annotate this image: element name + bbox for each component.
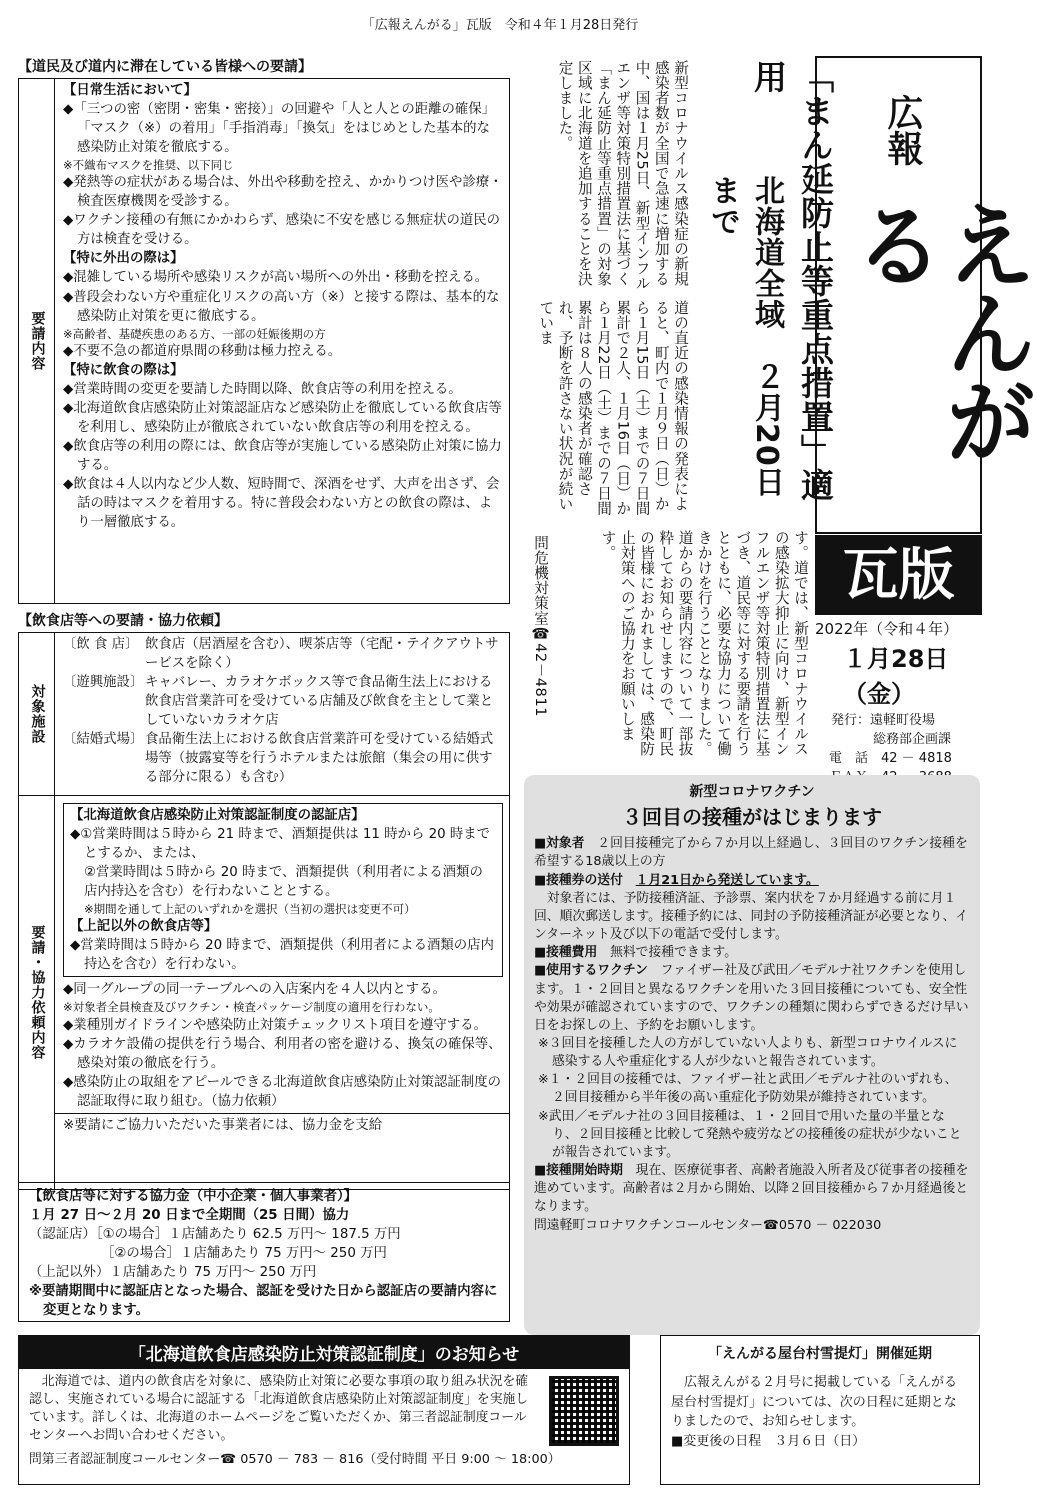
vaccine-text: 無料で接種できます。	[610, 945, 738, 961]
qr-code-icon	[549, 1376, 619, 1446]
yatai-box	[660, 1335, 980, 1485]
phone: 電 話 42 － 4818	[829, 751, 952, 766]
news-paragraph-3: す。道では、新型コロナウイルスの感染拡大抑止に向け、新型インフルエンザ等対策特別措置法に基づき、道民等に対する要請を行うとともに、必要な協力について働きかけを行うこととなりました。道からの要請内容について一部抜粋してお知らせしますので、町民の皆様におかれましては、感染防止対策へのご協力をお願いします。	[599, 530, 809, 757]
headline-main: 「まん延防止等重点措置」適用	[749, 60, 835, 502]
vaccine-note: ※３回目を接種した人の方がしていない人よりも、新型コロナウイルスに感染する人や重症化する人が少ないと報告されています。	[538, 1035, 958, 1070]
kyoryoku-line: ※要請期間中に認証店となった場合、認証を受けた日から認証店の要請内容に変更となります。	[29, 1284, 498, 1319]
masthead-engaru: えんがる	[838, 198, 1037, 462]
note: ※不織布マスクを推奨、以下同じ	[63, 158, 234, 172]
vaccine-note: ※武田／モデルナ社の３回目接種は、１・２回目で用いた量の半量となり、２回目接種と比較して発熱や疲労などの接種後の症状が少ないことが報告されています。	[538, 1108, 962, 1160]
section-title: 【飲食店等への要請・協力依頼】	[18, 613, 228, 629]
list-item: ◆飲食店等の利用の際には、飲食店等が実施している感染防止対策に協力する。	[63, 439, 502, 474]
notice-body: 北海道では、道内の飲食店を対象に、感染防止対策に必要な事項の取り組み状況を確認し、実施されている場合に認証する「北海道飲食店感染防止対策認証制度」を実施しています。詳しくは、北海道のホームページをご覧いただくか、第三者認証制度コールセンターへお問い合わせください。	[29, 1374, 529, 1444]
subheading: 【日常生活において】	[63, 82, 197, 98]
inshoku-section	[18, 612, 510, 1190]
list-item: ◆不要不急の都道府県間の移動は極力控える。	[63, 343, 342, 359]
vaccine-text: ファイザー社及び武田／モデルナ社ワクチンを使用します。１・２回目と異なるワクチンを用いた３回目接種についても、安全性や効果が確認されていますので、ワクチンの種類に関わらずできるだけ早い日をお探しの上、予約をお願いします。	[534, 963, 969, 1033]
headline-sub: 北海道全域 ２月20日まで	[705, 175, 784, 498]
vaccine-heading: ■接種開始時期	[534, 1163, 623, 1179]
vaccine-text: ２回目接種完了から７か月以上経過し、３回目のワクチン接種を希望する18歳以上の方	[534, 836, 968, 870]
notice-title: 「北海道飲食店感染防止対策認証制度」のお知らせ	[19, 1336, 629, 1369]
kyoryoku-period: １月 27 日～２月 20 日まで全期間（25 日間）協力	[29, 1208, 350, 1224]
vaccine-note: ※１・２回目の接種では、ファイザー社と武田／モデルナ社のいずれも、２回目接種から半年後の高い重症化予防効果が維持されています。	[538, 1072, 958, 1106]
facility-key: 〔遊興施設〕	[63, 674, 144, 690]
list-item: ◆発熱等の症状がある場合は、外出や移動を控え、かかりつけ医や診療・検査医療機関を受診する。	[63, 175, 503, 210]
issue-year: 2022年（令和４年）	[815, 620, 959, 638]
facility-value: キャバレー、カラオケボックス等で食品衛生法上における飲食店営業許可を受けている店舗及び飲食を主として業としていないカラオケ店	[145, 674, 494, 728]
vaccine-box	[524, 775, 980, 1335]
facility-value: 食品衛生法上における飲食店営業許可を受けている結婚式場等（披露宴等を行うホテルまたは旅館（集会の用に供する部分に限る）も含む）	[145, 732, 494, 786]
vaccine-text: 対象者には、予防接種済証、予診票、案内状を７か月経過する前に月１回、順次郵送します。接種予約には、同封の予防接種済証が必要となり、インターネット及び以下の電話で受付します。	[534, 890, 969, 943]
list-item: ◆営業時間は５時から 20 時まで、酒類提供（利用者による酒類の店内持込を含む）を行わない。	[70, 938, 494, 973]
list-item: ◆カラオケ設備の提供を行う場合、利用者の密を避ける、換気の確保等、感染対策の徹底を行う。	[63, 1036, 502, 1071]
facility-key: 〔結婚式場〕	[63, 732, 144, 748]
notice-box	[18, 1335, 630, 1485]
list-item: ◆飲食は４人以内など少人数、短時間で、深酒をせず、大声を出さず、会話の時はマスクを着用する。特に普段会わない方との飲食の際は、より一層徹底する。	[63, 477, 500, 531]
facility-key: 〔飲 食 店〕	[63, 636, 139, 652]
subheading: 【特に飲食の際は】	[63, 362, 184, 378]
note: ※高齢者、基礎疾患のある方、一部の妊娠後期の方	[63, 326, 326, 341]
issuer-dept: 総務部企画課	[873, 732, 952, 747]
vaccine-text: 現在、医療従事者、高齢者施設入所者及び従事者の接種を進めています。高齢者は２月から開始、以降２回目接種から７か月経過後となります。	[534, 1163, 969, 1215]
subheading: 【北海道飲食店感染防止対策認証制度の認証店】	[70, 807, 365, 823]
list-item: ◆北海道飲食店感染防止対策認証店など感染防止を徹底している飲食店等を利用し、感染防止が徹底されていない飲食店等の利用を控える。	[63, 401, 502, 436]
notice-contact: 問第三者認証制度コールセンター☎ 0570 － 783 － 816（受付時間 平日 9:00 ～ 18:00）	[29, 1451, 561, 1467]
facility-value: 飲食店（居酒屋を含む）、喫茶店等（宅配・テイクアウトサービスを除く）	[145, 636, 499, 671]
list-item: ◆①営業時間は５時から 21 時まで、酒類提供は 11 時から 20 時までとするか、または、	[70, 826, 491, 861]
kyoryoku-title: 【飲食店等に対する協力金（中小企業・個人事業者）】	[29, 1189, 358, 1204]
list-item: ◆ワクチン接種の有無にかかわらず、感染に不安を感じる無症状の道民の方は検査を受ける。	[63, 213, 501, 248]
list-item: ◆「三つの密（密閉・密集・密接）」の回避や「人と人との距離の確保」「マスク（※）の着用」「手指消毒」「換気」をはじめとした基本的な感染防止対策を徹底する。	[63, 101, 496, 155]
yatai-title: 「えんがる屋台村雪提灯」開催延期	[708, 1346, 932, 1362]
kyoryoku-line: （認証店）［①の場合］１店舗あたり 62.5 万円～ 187.5 万円	[29, 1227, 401, 1243]
vaccine-heading: ■接種券の送付	[534, 872, 623, 888]
side-label: 対象施設	[29, 683, 46, 744]
vaccine-heading: ■対象者	[534, 836, 585, 852]
list-item: ◆混雑している場所や感染リスクが高い場所への外出・移動を控える。	[63, 270, 489, 286]
news-contact: 問危機対策室☎42－4811	[532, 535, 549, 717]
list-item: ◆普段会わない方や重症化リスクの高い方（※）と接する際は、基本的な感染防止対策を更に徹底する。	[63, 289, 500, 324]
list-item: ◆業種別ガイドラインや感染防止対策チェックリスト項目を遵守する。	[63, 1017, 487, 1033]
side-label: 要請・協力依頼内容	[29, 924, 46, 1060]
list-item: ◆感染防止の取組をアピールできる北海道飲食店感染防止対策認証制度の認証取得に取り組む。（協力依頼）	[63, 1074, 501, 1109]
foot-note: ※要請にご協力いただいた事業者には、協力金を支給	[55, 1113, 509, 1137]
vaccine-contact: 問遠軽町コロナワクチンコールセンター☎0570 － 022030	[534, 1217, 882, 1233]
vaccine-title: ３回目の接種がはじまります	[622, 804, 882, 829]
news-paragraph-2: 道の直近の感染情報の発表によると、町内で１月９日（日）から１月15日（土）までの７日間累計で２人、１月16日（日）から１月22日（土）までの７日間累計は８人の感染者が確認され、予断を許さない状況が続いていま	[537, 300, 689, 516]
issuer: 発行：遠軽町役場	[831, 713, 936, 728]
subheading: 【上記以外の飲食店等】	[70, 919, 218, 935]
dochomin-section	[18, 58, 510, 604]
masthead-kawara: 瓦版	[815, 535, 982, 615]
note: ※対象者全員検査及びワクチン・検査パッケージ制度の適用を行わない。	[63, 1000, 440, 1015]
list-item: ◆同一グループの同一テーブルへの入店案内を４人以内とする。	[63, 982, 446, 998]
kyoryoku-line: ［②の場合］１店舗あたり 75 万円～ 250 万円	[101, 1246, 387, 1262]
page-header: 「広報えんがる」瓦版 令和４年１月28日発行	[361, 18, 639, 33]
masthead-koho: 広報	[882, 94, 923, 166]
yatai-body: 広報えんがる２月号に掲載している「えんがる屋台村雪提灯」については、次の日程に延期となりましたので、お知らせします。	[671, 1375, 958, 1429]
kyoryoku-box	[18, 1182, 510, 1322]
masthead	[815, 56, 1037, 534]
list-item: ②営業時間は５時から 20 時まで、酒類提供（利用者による酒類の店内持込を含む）を行わないこととする。	[84, 864, 483, 899]
vaccine-highlight: １月21日から発送しています。	[635, 872, 819, 888]
vaccine-pre: 新型コロナワクチン	[689, 784, 815, 800]
issue-info	[815, 618, 982, 785]
kyoryoku-line: （上記以外）１店舗あたり 75 万円～ 250 万円	[29, 1265, 317, 1281]
vaccine-heading: ■接種費用	[534, 945, 598, 961]
subheading: 【特に外出の際は】	[63, 251, 184, 267]
side-label: 要請内容	[29, 310, 46, 371]
news-paragraph-1: 新型コロナウイルス感染症の新規感染者数が全国で急速に増加する中、国は１月25日、新型インフルエンザ等対策特別措置法に基づく「まん延防止等重点措置」の対象区域に北海道を追加することを決定しました。	[556, 60, 689, 291]
section-title: 【道民及び道内に滞在している皆様への要請】	[18, 59, 312, 75]
yatai-change: ■変更後の日程 ３月６日（日）	[671, 1433, 866, 1449]
list-item: ◆営業時間の変更を要請した時間以降、飲食店等の利用を控える。	[63, 381, 462, 397]
vaccine-heading: ■使用するワクチン	[534, 963, 648, 979]
note: ※期間を通して上記のいずれかを選択（当初の選択は変更不可）	[84, 902, 416, 917]
issue-date: １月28日（金）	[843, 645, 949, 708]
